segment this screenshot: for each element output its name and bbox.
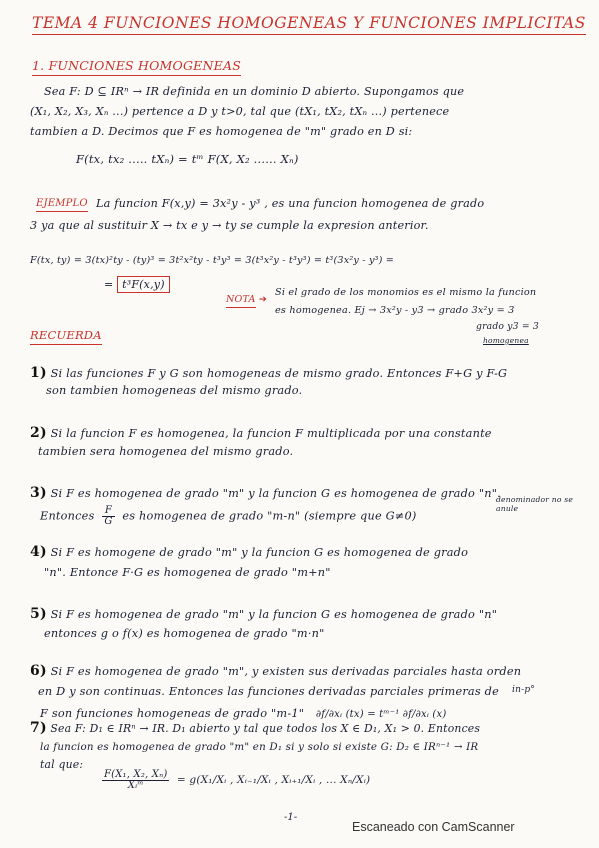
rule-3-entonces: Entonces [40, 509, 95, 523]
rule-3-text-3: es homogenea de grado "m-n" (siempre que G≠0) [122, 509, 417, 523]
example-label-text: EJEMPLO [36, 198, 88, 212]
rule-6-line-1 [30, 664, 521, 678]
rule-3-line-1 [30, 486, 501, 500]
page-title-text: TEMA 4 FUNCIONES HOMOGENEAS Y FUNCIONES IMPLICITAS [32, 14, 586, 35]
rule-2-number: 2) [30, 425, 47, 441]
note-line-1: Si el grado de los monomios es el mismo la funcion [275, 287, 537, 298]
recuerda-label-text: RECUERDA [30, 328, 102, 345]
rule-3-frac-bot: G [104, 516, 113, 527]
note-line-4: homogenea [483, 336, 529, 345]
rule-4-line-2: "n". Entonce F·G es homogenea de grado "m+n" [44, 566, 331, 579]
rule-3-number: 3) [30, 485, 47, 501]
page-number: -1- [284, 812, 298, 823]
rule-6-text-1: Si F es homogenea de grado "m", y existen sus derivadas parciales hasta orden [50, 665, 522, 678]
definition-line-2: (X₁, X₂, X₃, Xₙ ...) pertence a D y t>0, tal que (tX₁, tX₂, tXₙ ...) pertenece [30, 105, 450, 118]
note-line-3: grado y3 = 3 [476, 321, 539, 332]
rule-7-right-side: = g(X₁/Xᵢ , Xᵢ₋₁/Xᵢ , Xᵢ₊₁/Xᵢ , ... Xₙ/Xᵢ) [176, 774, 371, 786]
rule-4-line-1 [30, 545, 468, 559]
rule-5-text-1: Si F es homogenea de grado "m" y la funcion G es homogenea de grado "n" [50, 608, 498, 621]
rule-7-frac-top: F(X₁, X₂, Xₙ) [104, 769, 168, 780]
definition-line-1: Sea F: D ⊆ IRⁿ → IR definida en un dominio D abierto. Supongamos que [44, 85, 465, 98]
rule-7-final-formula [102, 770, 370, 791]
example-line-1: La funcion F(x,y) = 3x²y - y³ , es una funcion homogenea de grado [96, 197, 485, 210]
rule-2-line-1 [30, 426, 492, 440]
rule-6-text-3: F son funciones homogeneas de grado "m-1" [40, 707, 305, 720]
section-heading-text: 1. FUNCIONES HOMOGENEAS [32, 58, 241, 76]
definition-line-3: tambien a D. Decimos que F es homogenea de "m" grado en D si: [30, 125, 413, 138]
rule-6-side: in-p° [512, 685, 535, 695]
rule-1-line-1 [30, 366, 507, 380]
rule-5-line-2: entonces g o f(x) es homogenea de grado "m·n" [44, 627, 325, 640]
section-heading [32, 60, 241, 73]
rule-7-line-1 [30, 721, 480, 735]
rule-2-text-1: Si la funcion F es homogenea, la funcion F multiplicada por una constante [50, 427, 492, 440]
rule-5-number: 5) [30, 606, 47, 622]
note-label-text: NOTA [226, 294, 256, 308]
scanner-watermark: Escaneado con CamScanner [352, 820, 515, 834]
rule-7-left-fraction [102, 770, 169, 791]
rule-7-frac-bot: Xᵢᵐ [127, 780, 144, 791]
definition-formula: F(tx, tx₂ ..... tXₙ) = tᵐ F(X, X₂ ...... Xₙ) [76, 152, 299, 166]
rule-6-line-2: en D y son continuas. Entonces las funciones derivadas parciales primeras de [38, 685, 499, 698]
rule-4-number: 4) [30, 544, 47, 560]
example-line-2: 3 ya que al sustituir X → tx e y → ty se cumple la expresion anterior. [30, 219, 429, 232]
rule-3-fraction [102, 506, 114, 527]
rule-3-frac-top: F [102, 506, 114, 517]
note-label [226, 295, 267, 305]
rule-6-derivative: ∂f/∂xᵢ (tx) = tᵐ⁻¹ ∂f/∂xᵢ (x) [315, 709, 447, 720]
example-result: = t³F(x,y) [104, 279, 170, 290]
rule-1-line-2: son tambien homogeneas del mismo grado. [46, 384, 303, 397]
rule-5-line-1 [30, 607, 497, 621]
page-title [32, 16, 586, 32]
rule-7-number: 7) [30, 720, 47, 736]
rule-3-line-2 [40, 506, 417, 527]
rule-3-side-note: denominador no se anule [496, 495, 574, 513]
rule-7-line-2: la funcion es homogenea de grado "m" en D₁ si y solo si existe G: D₂ ∈ IRⁿ⁻¹ → IR [40, 741, 479, 753]
example-label [36, 199, 88, 209]
rule-1-number: 1) [30, 365, 47, 381]
rule-2-line-2: tambien sera homogenea del mismo grado. [38, 445, 294, 458]
example-calculation: F(tx, ty) = 3(tx)²ty - (ty)³ = 3t²x²ty - t³y³ = 3(t³x²y - t³y³) = t³(3x²y - y³) = [30, 255, 395, 266]
rule-4-text-1: Si F es homogene de grado "m" y la funcion G es homogenea de grado [50, 546, 469, 559]
example-result-box: t³F(x,y) [117, 276, 170, 293]
rule-3-text-1: Si F es homogenea de grado "m" y la funcion G es homogenea de grado "n". [50, 487, 501, 500]
rule-6-number: 6) [30, 663, 47, 679]
rule-7-text-1: Sea F: D₁ ∈ IRⁿ → IR. D₁ abierto y tal que todos los X ∈ D₁, X₁ > 0. Entonces [50, 722, 481, 735]
recuerda-label [30, 330, 102, 342]
rule-1-text-1: Si las funciones F y G son homogeneas de mismo grado. Entonces F+G y F-G [50, 367, 508, 380]
note-arrow-icon: ➔ [258, 294, 267, 305]
rule-6-line-3 [40, 708, 446, 720]
rule-7-line-3: tal que: [40, 758, 84, 771]
note-line-2: es homogenea. Ej → 3x²y - y3 → grado 3x²y = 3 [275, 305, 515, 316]
